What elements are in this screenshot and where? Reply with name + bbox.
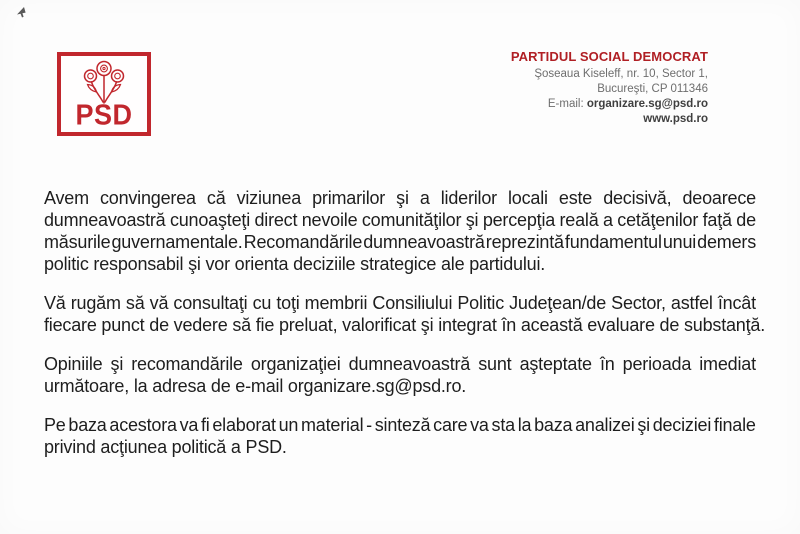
text-line: Pe baza acestora va fi elaborat un material - sinteză care va sta la baza analizei şi deciziei finale [44,415,756,435]
party-name: PARTIDUL SOCIAL DEMOCRAT [510,49,708,64]
email-line [511,97,708,112]
text-line: Opiniile şi recomandările organizaţiei dumneavoastră sunt aşteptate în perioada imediat [44,354,756,374]
document-body [44,187,766,475]
text-line: fiecare punct de vedere să fie preluat, valorificat şi integrat în această evaluare de substanţă. [44,315,766,335]
paragraph [44,187,756,275]
website: www.psd.ro [643,113,708,125]
paragraph [44,292,766,336]
email-address: organizare.sg@psd.ro [586,98,708,110]
cursor-artifact-icon [17,7,26,18]
text-line: următoare, la adresa de e-mail organizare.sg@psd.ro. [44,376,467,396]
text-line: dumneavoastră cunoaşteţi direct nevoile comunităţilor şi percepţia reală a cetăţenilor faţă de [44,210,756,230]
email-label: E-mail: [547,98,587,110]
paragraph [44,353,756,397]
text-line: politic responsabil şi vor orienta deciziile strategice ale partidului. [44,254,546,274]
text-line: Avem convingerea că viziunea primarilor şi a liderilor locali este decisivă, deoarece [44,188,756,208]
paragraph [44,414,756,458]
address-line-1: Şoseaua Kiseleff, nr. 10, Sector 1, [534,68,708,80]
text-line: măsurile guvernamentale. Recomandările dumneavoastră reprezintă fundamentul unui demers [44,232,756,252]
text-line: Vă rugăm să vă consultaţi cu toţi membrii Consiliului Politic Judeţean/de Sector, astfel încât [44,293,756,313]
psd-logo [57,52,151,136]
text-line: privind acţiunea politică a PSD. [44,437,287,457]
letterhead [511,49,708,127]
address-line-2: Bucureşti, CP 011346 [597,83,708,95]
three-roses-icon [81,59,127,105]
psd-logo-text: PSD [75,99,133,131]
